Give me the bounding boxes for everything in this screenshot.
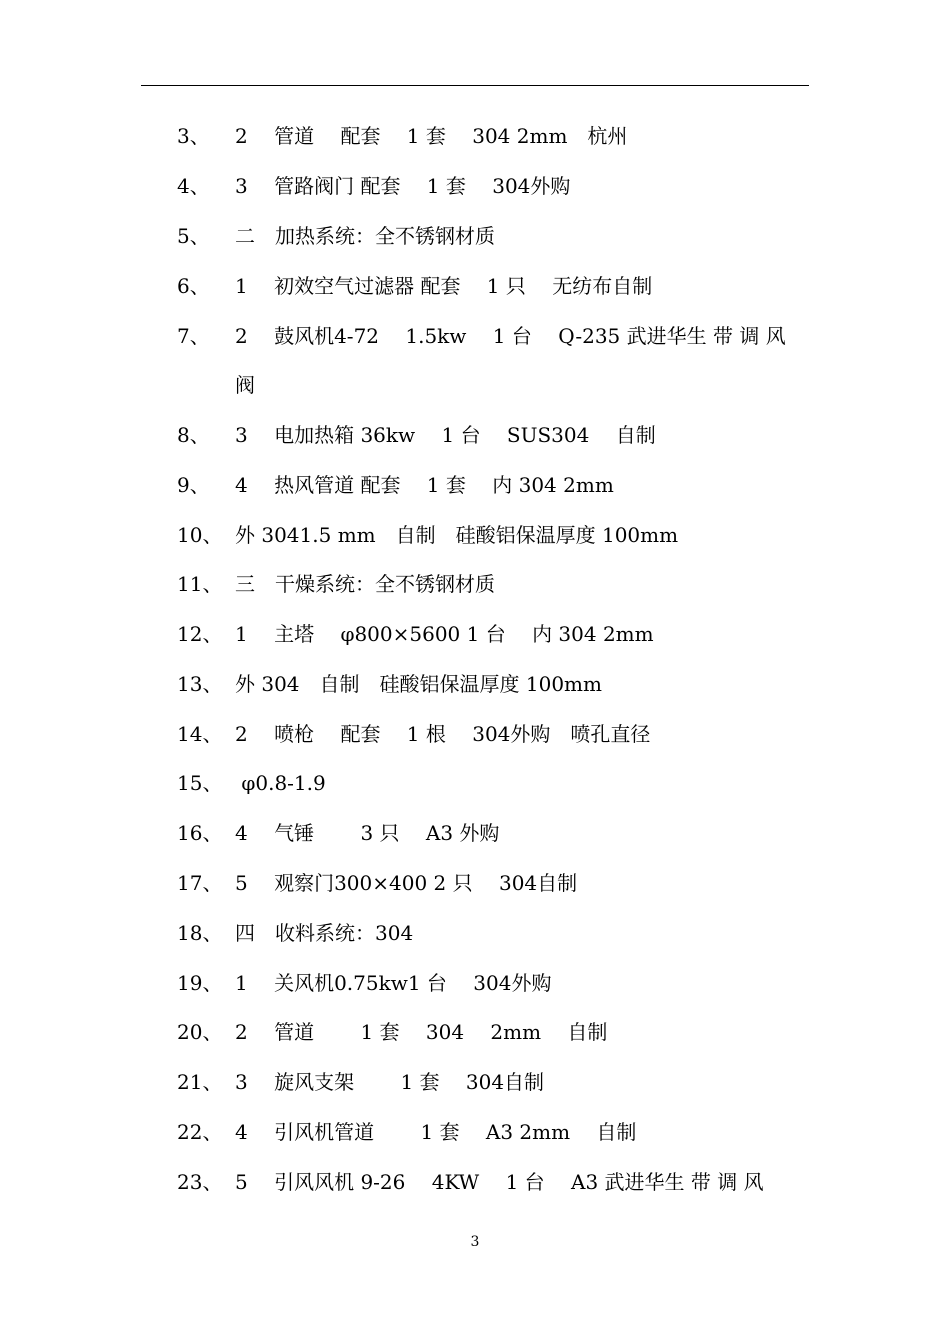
line-number: 12、 <box>177 622 223 646</box>
list-item <box>0 768 950 798</box>
line-number: 21、 <box>177 1070 223 1094</box>
line-number: 3、 <box>177 124 210 148</box>
list-item <box>0 171 950 201</box>
line-text: 2 管道 配套 1 套 304 2mm 杭州 <box>235 124 628 148</box>
list-item <box>0 868 950 898</box>
line-number: 18、 <box>177 921 223 945</box>
list-item <box>0 818 950 848</box>
line-text: 外 304 自制 硅酸铝保温厚度 100mm <box>235 672 602 696</box>
line-text: 4 热风管道 配套 1 套 内 304 2mm <box>235 473 614 497</box>
list-item <box>0 968 950 998</box>
line-number: 4、 <box>177 174 210 198</box>
line-text: φ0.8-1.9 <box>235 771 326 795</box>
list-item <box>0 271 950 301</box>
line-number: 5、 <box>177 224 210 248</box>
line-number: 14、 <box>177 722 223 746</box>
list-item <box>0 520 950 550</box>
line-number: 13、 <box>177 672 223 696</box>
line-text: 4 引风机管道 1 套 A3 2mm 自制 <box>235 1120 637 1144</box>
line-number: 22、 <box>177 1120 223 1144</box>
list-item <box>0 1017 950 1047</box>
list-item <box>0 121 950 151</box>
line-number: 11、 <box>177 572 223 596</box>
line-number: 9、 <box>177 473 210 497</box>
list-item <box>0 1117 950 1147</box>
line-number: 15、 <box>177 771 223 795</box>
line-text: 3 电加热箱 36kw 1 台 SUS304 自制 <box>235 423 656 447</box>
list-item <box>0 420 950 450</box>
list-item <box>0 1067 950 1097</box>
list-item <box>0 669 950 699</box>
line-number: 16、 <box>177 821 223 845</box>
line-text: 3 管路阀门 配套 1 套 304外购 <box>235 174 571 198</box>
line-text: 4 气锤 3 只 A3 外购 <box>235 821 500 845</box>
line-text: 2 管道 1 套 304 2mm 自制 <box>235 1020 608 1044</box>
line-number: 20、 <box>177 1020 223 1044</box>
line-text: 1 初效空气过滤器 配套 1 只 无纺布自制 <box>235 274 653 298</box>
page-number: 3 <box>470 1234 480 1250</box>
list-item <box>0 221 950 251</box>
line-text: 阀 <box>235 373 255 397</box>
line-text: 四 收料系统：304 <box>235 921 414 945</box>
line-text: 2 喷枪 配套 1 根 304外购 喷孔直径 <box>235 722 651 746</box>
line-text: 5 引风风机 9-26 4KW 1 台 A3 武进华生 带 调 风 <box>235 1170 764 1194</box>
list-item-continuation <box>0 370 950 400</box>
line-number: 17、 <box>177 871 223 895</box>
line-number: 10、 <box>177 523 223 547</box>
line-text: 2 鼓风机4-72 1.5kw 1 台 Q-235 武进华生 带 调 风 <box>235 324 786 348</box>
line-text: 3 旋风支架 1 套 304自制 <box>235 1070 545 1094</box>
list-item <box>0 719 950 749</box>
list-item <box>0 321 950 351</box>
line-number: 23、 <box>177 1170 223 1194</box>
line-text: 5 观察门300×400 2 只 304自制 <box>235 871 578 895</box>
line-text: 1 主塔 φ800×5600 1 台 内 304 2mm <box>235 622 654 646</box>
line-number: 19、 <box>177 971 223 995</box>
line-text: 二 加热系统：全不锈钢材质 <box>235 224 495 248</box>
line-text: 三 干燥系统：全不锈钢材质 <box>235 572 495 596</box>
list-item <box>0 470 950 500</box>
list-item <box>0 918 950 948</box>
list-item <box>0 1167 950 1197</box>
line-number: 7、 <box>177 324 210 348</box>
line-number: 6、 <box>177 274 210 298</box>
line-text: 1 关风机0.75kw1 台 304外购 <box>235 971 552 995</box>
list-item <box>0 619 950 649</box>
line-number: 8、 <box>177 423 210 447</box>
line-text: 外 3041.5 mm 自制 硅酸铝保温厚度 100mm <box>235 523 679 547</box>
list-item <box>0 569 950 599</box>
